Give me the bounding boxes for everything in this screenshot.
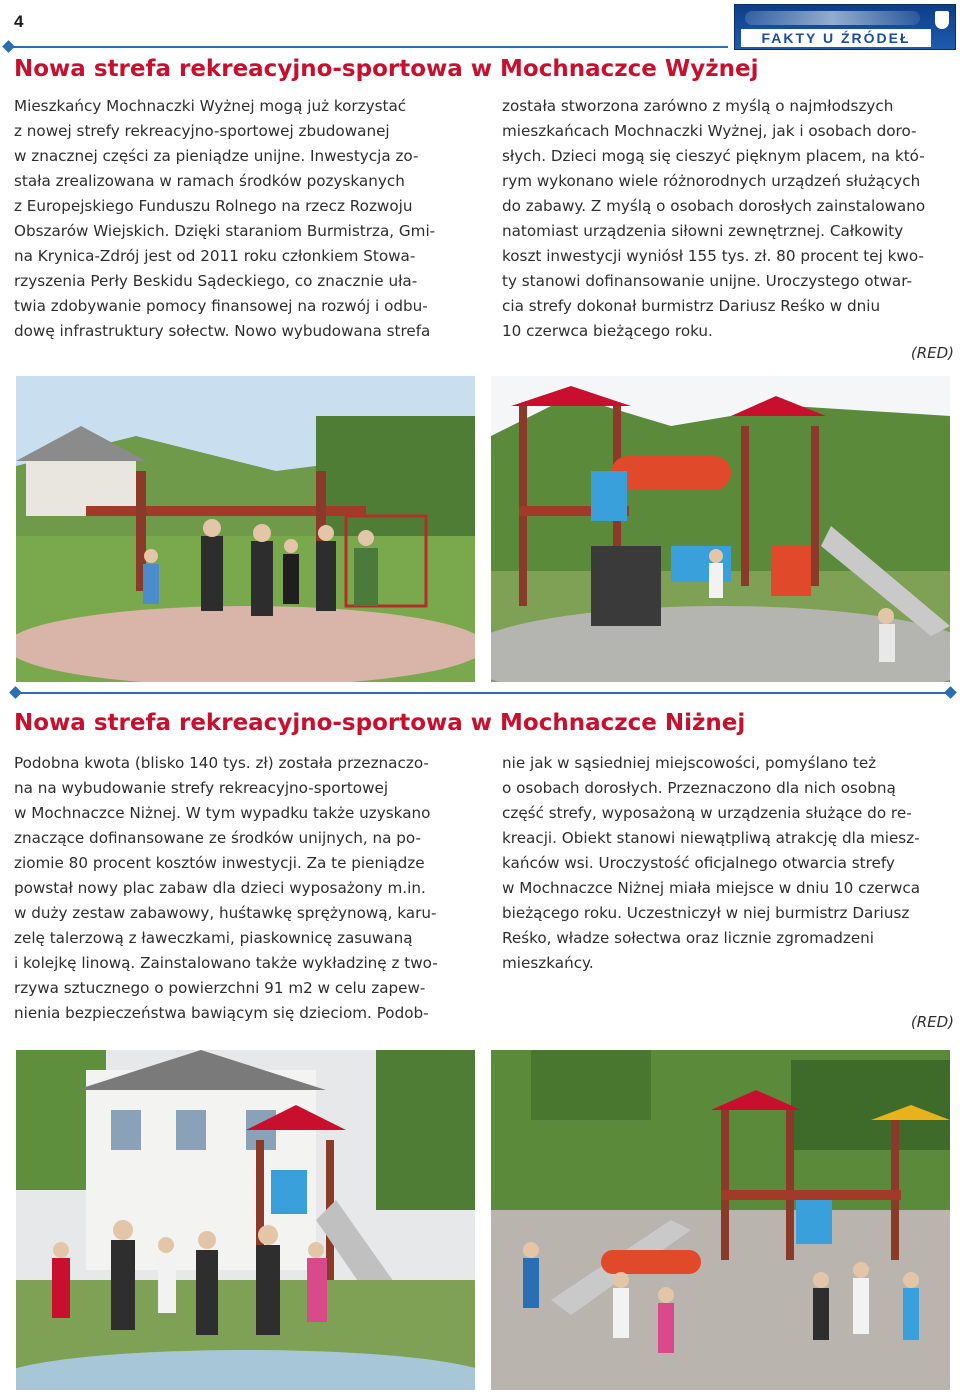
text-line: w znacznej części za pieniądze unijne. Inwestycja zo-: [14, 147, 419, 165]
article1-title: Nowa strefa rekreacyjno-sportowa w Mochnaczce Wyżnej: [14, 56, 759, 82]
text-line: ziomie 80 procent kosztów inwestycji. Za te pieniądze: [14, 854, 425, 872]
text-line: nie jak w sąsiedniej miejscowości, pomyślano też: [502, 754, 877, 772]
text-line: na na wybudowanie strefy rekreacyjno-sportowej: [14, 779, 389, 797]
text-line: kańców wsi. Uroczystość oficjalnego otwarcia strefy: [502, 854, 895, 872]
text-line: rzywa sztucznego o powierzchni 91 m2 w celu zapew-: [14, 979, 426, 997]
article2-signature: (RED): [910, 1013, 954, 1031]
text-line: w Mochnaczce Niżnej miała miejsce w dniu 10 czerwca: [502, 879, 921, 897]
text-line: mieszkańcy.: [502, 954, 594, 972]
crest-icon: [935, 11, 949, 29]
rule-diamond: [9, 686, 22, 699]
text-line: Reśko, władze sołectwa oraz licznie zgromadzeni: [502, 929, 875, 947]
article1-left-column: [14, 94, 464, 344]
text-line: z Europejskiego Funduszu Rolnego na rzecz Rozwoju: [14, 197, 413, 215]
text-line: zelę talerzową z ławeczkami, piaskownicę zasuwaną: [14, 929, 413, 947]
text-line: z nowej strefy rekreacyjno-sportowej zbudowanej: [14, 122, 390, 140]
rule-diamond: [2, 40, 15, 53]
text-line: stała zrealizowana w ramach środków pozyskanych: [14, 172, 405, 190]
page-number: 4: [14, 12, 24, 31]
article2-right-column: [502, 751, 952, 976]
text-line: Obszarów Wiejskich. Dzięki staraniom Burmistrza, Gmi-: [14, 222, 436, 240]
text-line: ty stanowi dofinansowanie unijne. Uroczystego otwar-: [502, 272, 912, 290]
text-line: bieżącego roku. Uczestniczył w niej burmistrz Dariusz: [502, 904, 910, 922]
text-line: część strefy, wyposażoną w urządzenia służące do re-: [502, 804, 912, 822]
article1-right-column: [502, 94, 952, 344]
text-line: 10 czerwca bieżącego roku.: [502, 322, 713, 340]
text-line: nienia bezpieczeństwa bawiącym się dzieciom. Podob-: [14, 1004, 429, 1022]
article1-signature: (RED): [910, 344, 954, 362]
text-line: rym wykonano wiele różnorodnych urządzeń służących: [502, 172, 921, 190]
text-line: koszt inwestycji wyniósł 155 tys. zł. 80 procent tej kwo-: [502, 247, 924, 265]
text-line: Podobna kwota (blisko 140 tys. zł) została przeznaczo-: [14, 754, 429, 772]
text-line: natomiast urządzenia siłowni zewnętrznej. Całkowity: [502, 222, 904, 240]
text-line: cia strefy dokonał burmistrz Dariusz Reśko w dniu: [502, 297, 881, 315]
article2-title: Nowa strefa rekreacyjno-sportowa w Mochnaczce Niżnej: [14, 710, 746, 736]
text-line: i kolejkę linową. Zainstalowano także wykładzinę z two-: [14, 954, 438, 972]
text-line: w Mochnaczce Niżnej. W tym wypadku także uzyskano: [14, 804, 431, 822]
text-line: na Krynica-Zdrój jest od 2011 roku członkiem Stowa-: [14, 247, 416, 265]
text-line: do zabawy. Z myślą o osobach dorosłych zainstalowano: [502, 197, 926, 215]
section-rule: [16, 692, 950, 694]
text-line: twia zdobywanie pomocy finansowej na rozwój i odbu-: [14, 297, 428, 315]
logo-ribbon: [745, 11, 920, 25]
text-line: dowę infrastruktury sołectw. Nowo wybudowana strefa: [14, 322, 431, 340]
photo-group-building: [16, 1050, 475, 1390]
text-line: słych. Dzieci mogą się cieszyć pięknym placem, na któ-: [502, 147, 925, 165]
text-line: kreacji. Obiekt stanowi niewątpliwą atrakcję dla miesz-: [502, 829, 920, 847]
text-line: w duży zestaw zabawowy, huśtawkę sprężynową, karu-: [14, 904, 437, 922]
photo-playground-children: [491, 1050, 950, 1390]
header-rule: [8, 46, 728, 48]
publication-logo: [734, 4, 956, 50]
text-line: Mieszkańcy Mochnaczki Wyżnej mogą już korzystać: [14, 97, 407, 115]
photo-playground-equipment: [491, 376, 950, 682]
photo-group-playground: [16, 376, 475, 682]
text-line: rzyszenia Perły Beskidu Sądeckiego, co znacznie uła-: [14, 272, 418, 290]
text-line: znaczące dofinansowane ze środków unijnych, na po-: [14, 829, 421, 847]
text-line: została stworzona zarówno z myślą o najmłodszych: [502, 97, 894, 115]
logo-text: FAKTY U ŹRÓDEŁ: [741, 29, 931, 47]
text-line: o osobach dorosłych. Przeznaczono dla nich osobną: [502, 779, 896, 797]
rule-diamond: [944, 686, 957, 699]
article2-left-column: [14, 751, 464, 1026]
text-line: mieszkańcach Mochnaczki Wyżnej, jak i osobach doro-: [502, 122, 917, 140]
text-line: powstał nowy plac zabaw dla dzieci wyposażony m.in.: [14, 879, 426, 897]
